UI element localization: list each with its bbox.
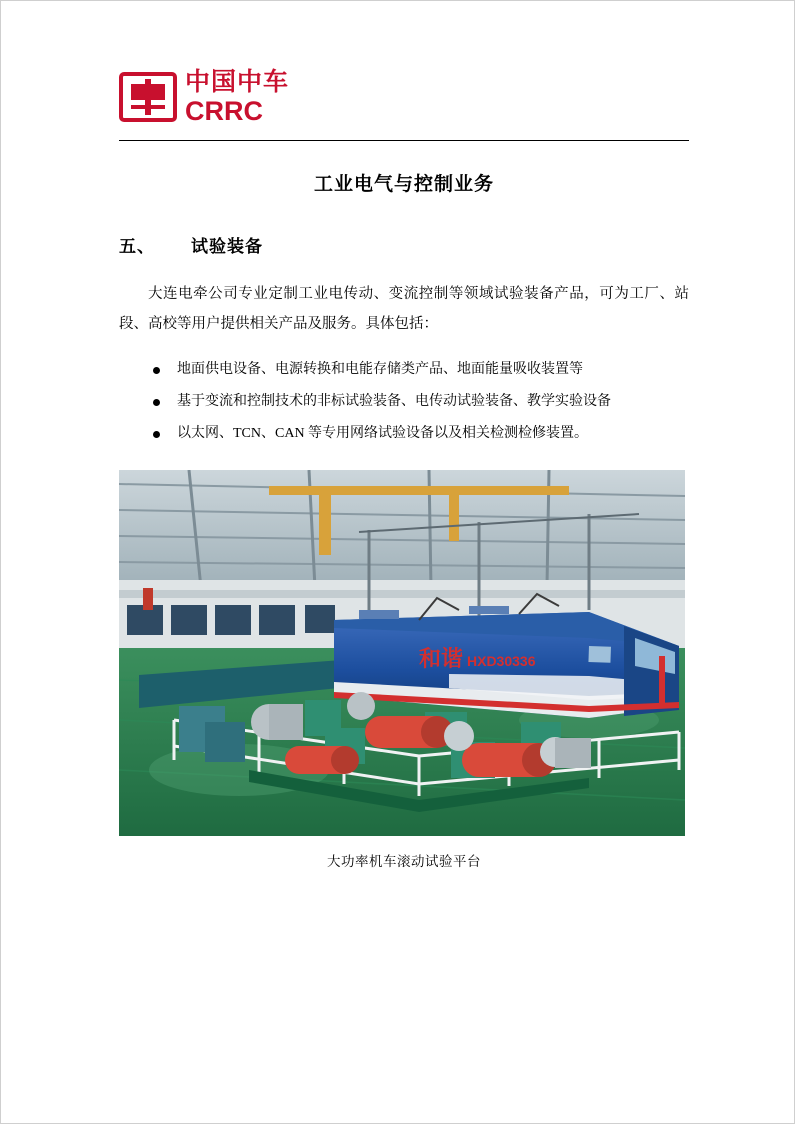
bullet-list [119,354,689,450]
section-heading [119,232,689,257]
document-content [119,1,689,870]
page-title: 工业电气与控制业务 [313,174,494,195]
figure [119,470,689,870]
figure-caption: 大功率机车滚动试验平台 [327,853,481,869]
header-divider [119,140,689,141]
figure-image [119,470,685,836]
list-item: 以太网、TCN、CAN 等专用网络试验设备以及相关检测检修装置。 [119,418,689,450]
crrc-logo [119,69,689,125]
list-item: 地面供电设备、电源转换和电能存储类产品、地面能量吸收装置等 [119,354,689,386]
svg-text:HXD30336: HXD30336 [467,652,536,669]
crrc-logo-cn: 中国中车 [185,67,290,96]
svg-text:和谐: 和谐 [419,645,464,671]
body-paragraph: 大连电牵公司专业定制工业电传动、变流控制等领域试验装备产品，可为工厂、站段、高校等用户提供相关产品及服务。具体包括： [119,286,689,332]
list-item: 基于变流和控制技术的非标试验装备、电传动试验装备、教学实验设备 [119,386,689,418]
document-header [119,69,689,141]
section-number: 五、 [119,237,155,256]
crrc-logo-en: CRRC [185,95,263,126]
section-title: 试验装备 [191,237,263,256]
crrc-logo-icon [119,71,177,123]
crrc-logo-text [185,67,290,126]
